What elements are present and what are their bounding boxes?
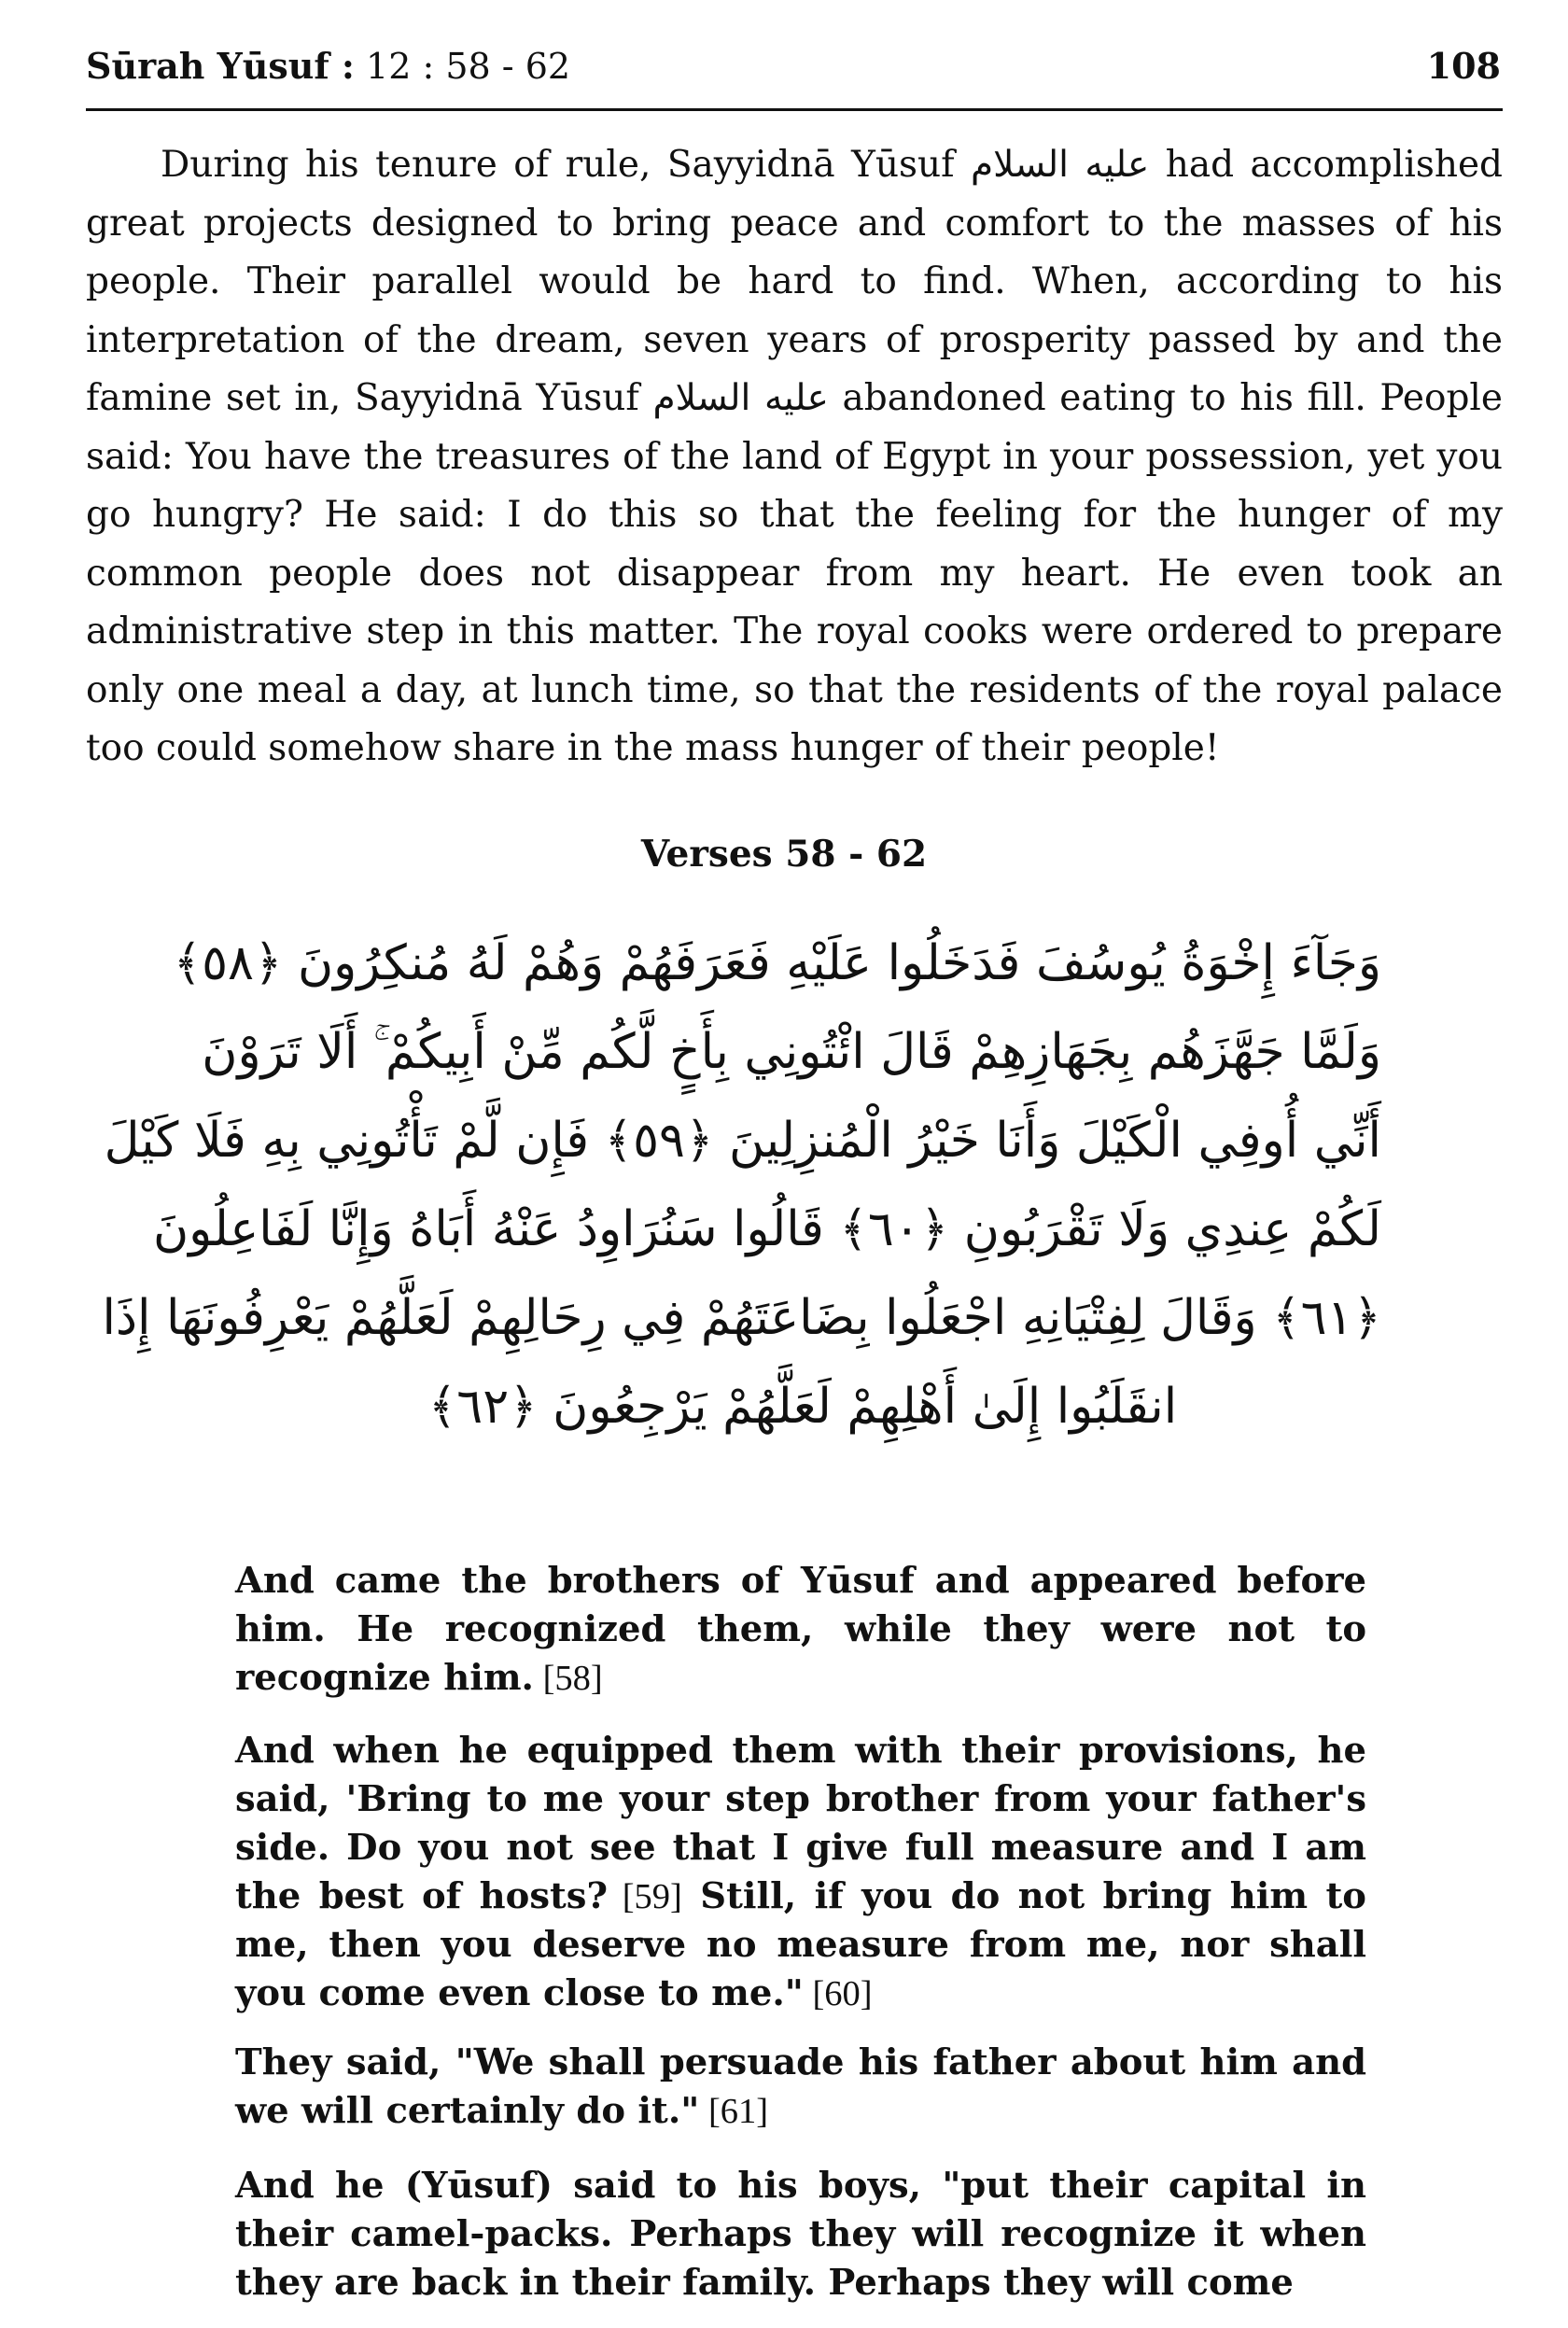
translation-text: And when he equipped them with their provisions, he said, 'Bring to me your step brother from your father's side. Do you not see that I give full measure and I am the best of hosts? bbox=[235, 1730, 1366, 1917]
arabic-verses bbox=[102, 919, 1381, 1451]
translation-text: Still, if you do not bring him to me, then you deserve no measure from me, nor shall you come even close to me." bbox=[235, 1875, 1366, 2014]
translation-verses-59-60 bbox=[235, 1727, 1366, 2018]
translation-text: And came the brothers of Yūsuf and appeared before him. He recognized them, while they were not to recognize him. bbox=[235, 1560, 1366, 1699]
arabic-line: ﴿٦١﴾ وَقَالَ لِفِتْيَانِهِ اجْعَلُوا بِضَاعَتَهُمْ فِي رِحَالِهِمْ لَعَلَّهُمْ يَعْرِفُونَهَا إِذَا bbox=[102, 1290, 1381, 1346]
arabic-line: وَجَآءَ إِخْوَةُ يُوسُفَ فَدَخَلُوا عَلَيْهِ فَعَرَفَهُمْ وَهُمْ لَهُ مُنكِرُونَ ﴿٥٨﴾ bbox=[173, 935, 1381, 991]
verses-heading: Verses 58 - 62 bbox=[640, 833, 928, 876]
running-title bbox=[86, 45, 570, 87]
page-header bbox=[86, 37, 1503, 111]
translation-verse-58 bbox=[235, 1557, 1366, 1703]
verse-ref: [61] bbox=[699, 2092, 769, 2131]
arabic-line: لَكُمْ عِندِي وَلَا تَقْرَبُونِ ﴿٦٠﴾ قَالُوا سَنُرَاوِدُ عَنْهُ أَبَاهُ وَإِنَّا لَفَاعِلُونَ bbox=[152, 1201, 1381, 1257]
page-number: 108 bbox=[1426, 45, 1501, 87]
verse-range: 12 : 58 - 62 bbox=[354, 46, 571, 87]
translation-text: And he (Yūsuf) said to his boys, "put their capital in their camel-packs. Perhaps they will recognize it when they are back in their family. Perhaps they will come bbox=[235, 2165, 1366, 2304]
translation-verse-62 bbox=[235, 2162, 1366, 2307]
translation-text: They said, "We shall persuade his father about him and we will certainly do it." bbox=[235, 2041, 1366, 2132]
arabic-line: انقَلَبُوا إِلَىٰ أَهْلِهِمْ لَعَلَّهُمْ يَرْجِعُونَ ﴿٦٢﴾ bbox=[427, 1379, 1178, 1435]
arabic-line: أَنِّي أُوفِي الْكَيْلَ وَأَنَا خَيْرُ الْمُنزِلِينَ ﴿٥٩﴾ فَإِن لَّمْ تَأْتُونِي بِهِ فَلَا كَيْلَ bbox=[104, 1113, 1381, 1169]
verse-ref: [58] bbox=[533, 1659, 603, 1698]
surah-name: Sūrah Yūsuf : bbox=[86, 45, 355, 87]
arabic-line: وَلَمَّا جَهَّزَهُم بِجَهَازِهِمْ قَالَ ائْتُونِي بِأَخٍ لَّكُم مِّنْ أَبِيكُمْ ۚ أَلَا تَرَوْنَ bbox=[202, 1024, 1381, 1080]
commentary-paragraph: During his tenure of rule, Sayyidnā Yūsuf عليه السلام had accomplished great projects designed to bring peace and comfort to the masses of his people. Their parallel would be hard to find. When, according to his interpretation of the dream, seven years of prosperity passed by and the famine set in, Sayyidnā Yūsuf عليه السلام abandoned eating to his fill. People said: You have the treasures of the land of Egypt in your possession, yet you go hungry? He said: I do this so that the feeling for the hunger of my common people does not disappear from my heart. He even took an administrative step in this matter. The royal cooks were ordered to prepare only one meal a day, at lunch time, so that the residents of the royal palace too could somehow share in the mass hunger of their people! bbox=[86, 144, 1504, 769]
verse-ref: [60] bbox=[803, 1974, 873, 2013]
translation-verse-61 bbox=[235, 2039, 1366, 2136]
verse-ref: [59] bbox=[608, 1877, 682, 1916]
